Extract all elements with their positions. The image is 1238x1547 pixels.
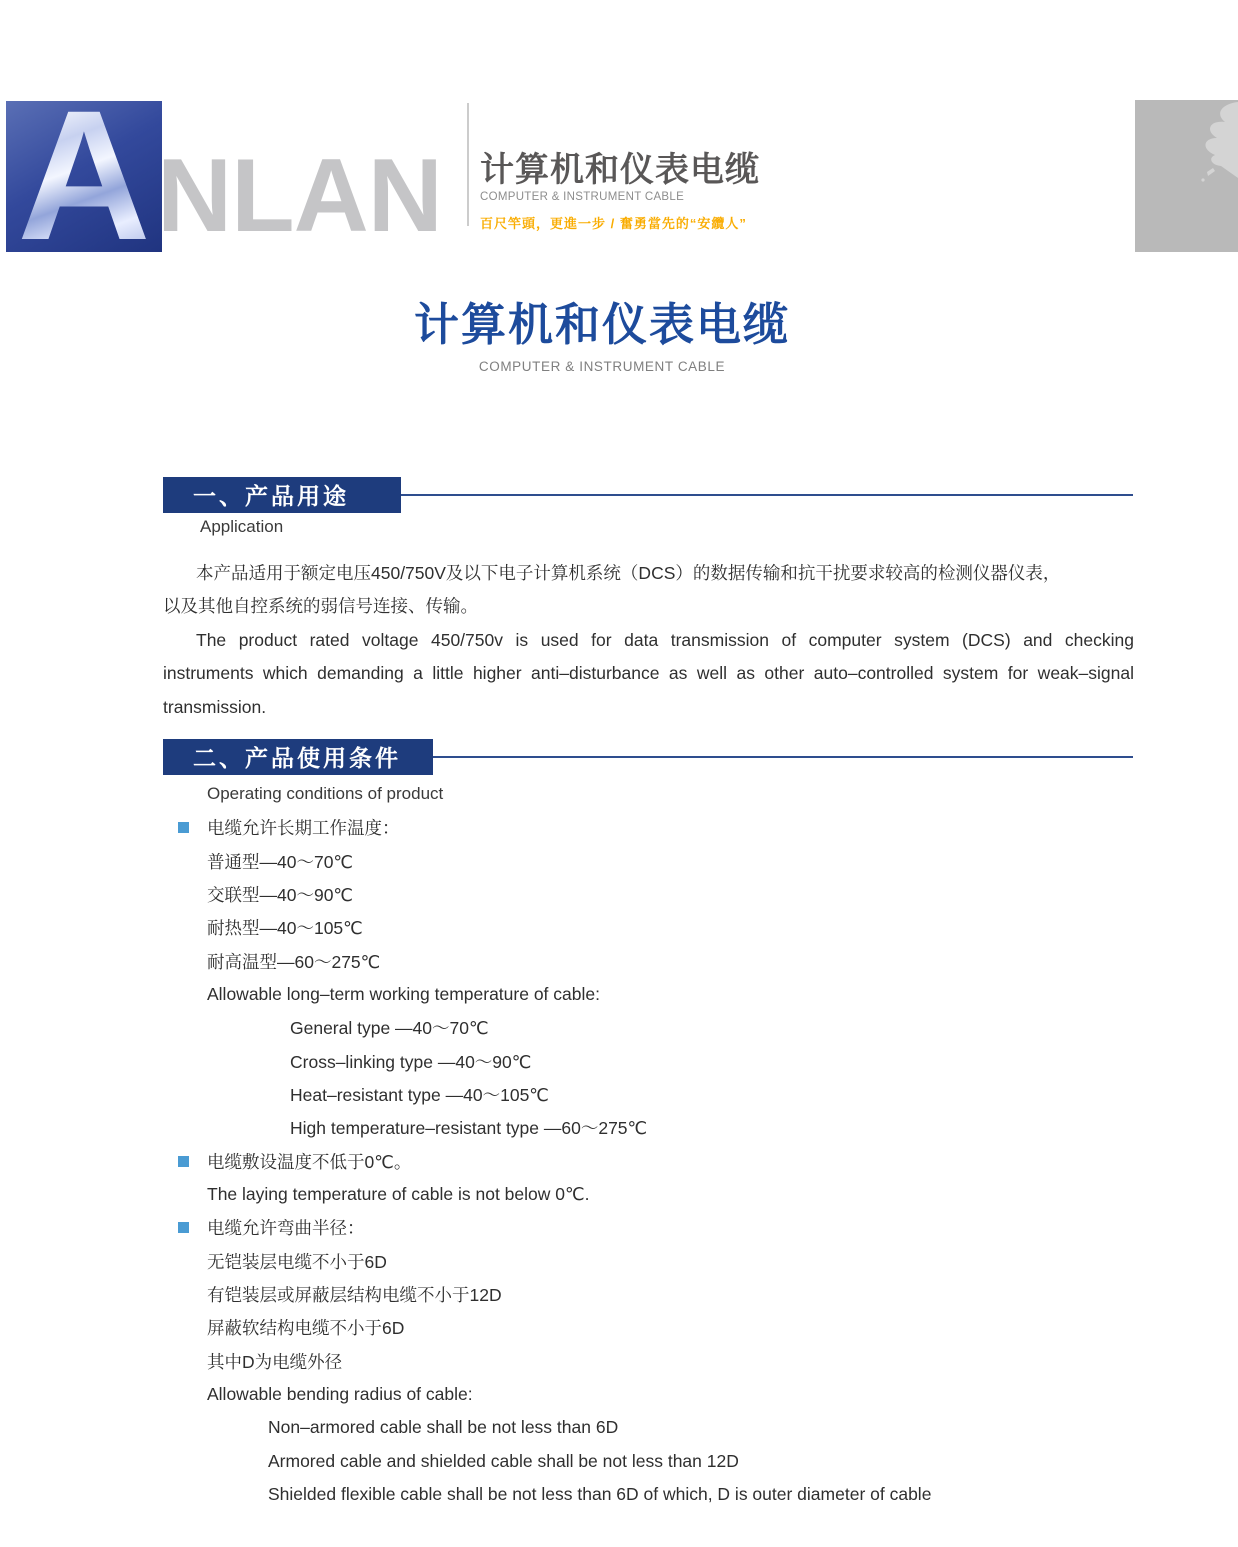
condition-line: 电缆允许长期工作温度： (207, 811, 1137, 844)
condition-line: 有铠装层或屏蔽层结构电缆不小于12D (207, 1284, 502, 1305)
section-application-subtitle: Application (200, 517, 284, 536)
condition-line: The laying temperature of cable is not below 0℃. (207, 1183, 590, 1204)
section-conditions-title: 二、产品使用条件 (163, 739, 433, 775)
paragraph-line: transmission. (163, 696, 267, 717)
condition-line: 耐高温型—60～275℃ (207, 951, 381, 972)
condition-line: Armored cable and shielded cable shall be not less than 12D (268, 1450, 739, 1471)
condition-line: 电缆敷设温度不低于0℃。 (207, 1144, 1137, 1177)
section-conditions-subtitle: Operating conditions of product (207, 784, 444, 803)
anlan-logo-tile (6, 101, 162, 252)
page-title-block (0, 299, 1204, 374)
condition-line: High temperature–resistant type —60～275℃ (290, 1118, 648, 1139)
paragraph-line: 以及其他自控系统的弱信号连接、传输。 (163, 596, 478, 617)
section-application-header (163, 477, 1133, 513)
application-paragraphs (163, 557, 1134, 724)
section-application-title: 一、产品用途 (163, 477, 401, 513)
header-title-cn: 计算机和仪表电缆 (480, 151, 760, 189)
paragraph-line: The product rated voltage 450/750v is used for data transmission of computer system (DCS) and checking (196, 629, 1134, 650)
condition-line: 无铠装层电缆不小于6D (207, 1251, 387, 1272)
condition-line: 电缆允许弯曲半径： (207, 1211, 1137, 1244)
header-divider (467, 103, 469, 226)
condition-line: 交联型—40～90℃ (207, 884, 354, 905)
condition-line: General type —40～70℃ (290, 1018, 489, 1039)
condition-line: 其中D为电缆外径 (207, 1351, 343, 1372)
header-title-en: COMPUTER & INSTRUMENT CABLE (480, 190, 685, 203)
page-subtitle: COMPUTER & INSTRUMENT CABLE (478, 358, 726, 374)
condition-line: 屏蔽软结构电缆不小于6D (207, 1318, 405, 1339)
condition-line: Heat–resistant type —40～105℃ (290, 1084, 549, 1105)
condition-line: Shielded flexible cable shall be not less than 6D of which, D is outer diameter of cable (268, 1484, 932, 1505)
anlan-logo-letter-icon: A (17, 101, 151, 252)
conditions-list (207, 811, 1137, 1511)
condition-line: Non–armored cable shall be not less than 6D (268, 1417, 619, 1438)
paragraph-line: 本产品适用于额定电压450/750V及以下电子计算机系统（DCS）的数据传输和抗干扰要求较高的检测仪器仪表， (196, 563, 1061, 583)
condition-line: Cross–linking type —40～90℃ (290, 1051, 532, 1072)
condition-line: Allowable bending radius of cable: (207, 1384, 473, 1405)
corner-photo (1135, 100, 1238, 252)
condition-line: 普通型—40～70℃ (207, 851, 354, 872)
header-slogan: 百尺竿頭，更進一步 / 奮勇當先的“安纜人” (480, 215, 747, 231)
page-title: 计算机和仪表电缆 (413, 299, 790, 350)
anlan-logo-wordmark: NLAN (157, 138, 442, 254)
leaf-silhouette-icon (1135, 100, 1238, 252)
paragraph-line: instruments which demanding a little higher anti–disturbance as well as other auto–controlled system for weak–signal (163, 663, 1134, 684)
header-title-block (480, 150, 760, 232)
condition-line: 耐热型—40～105℃ (207, 918, 363, 939)
section-conditions-header (163, 739, 1133, 775)
condition-line: Allowable long–term working temperature of cable: (207, 983, 600, 1004)
